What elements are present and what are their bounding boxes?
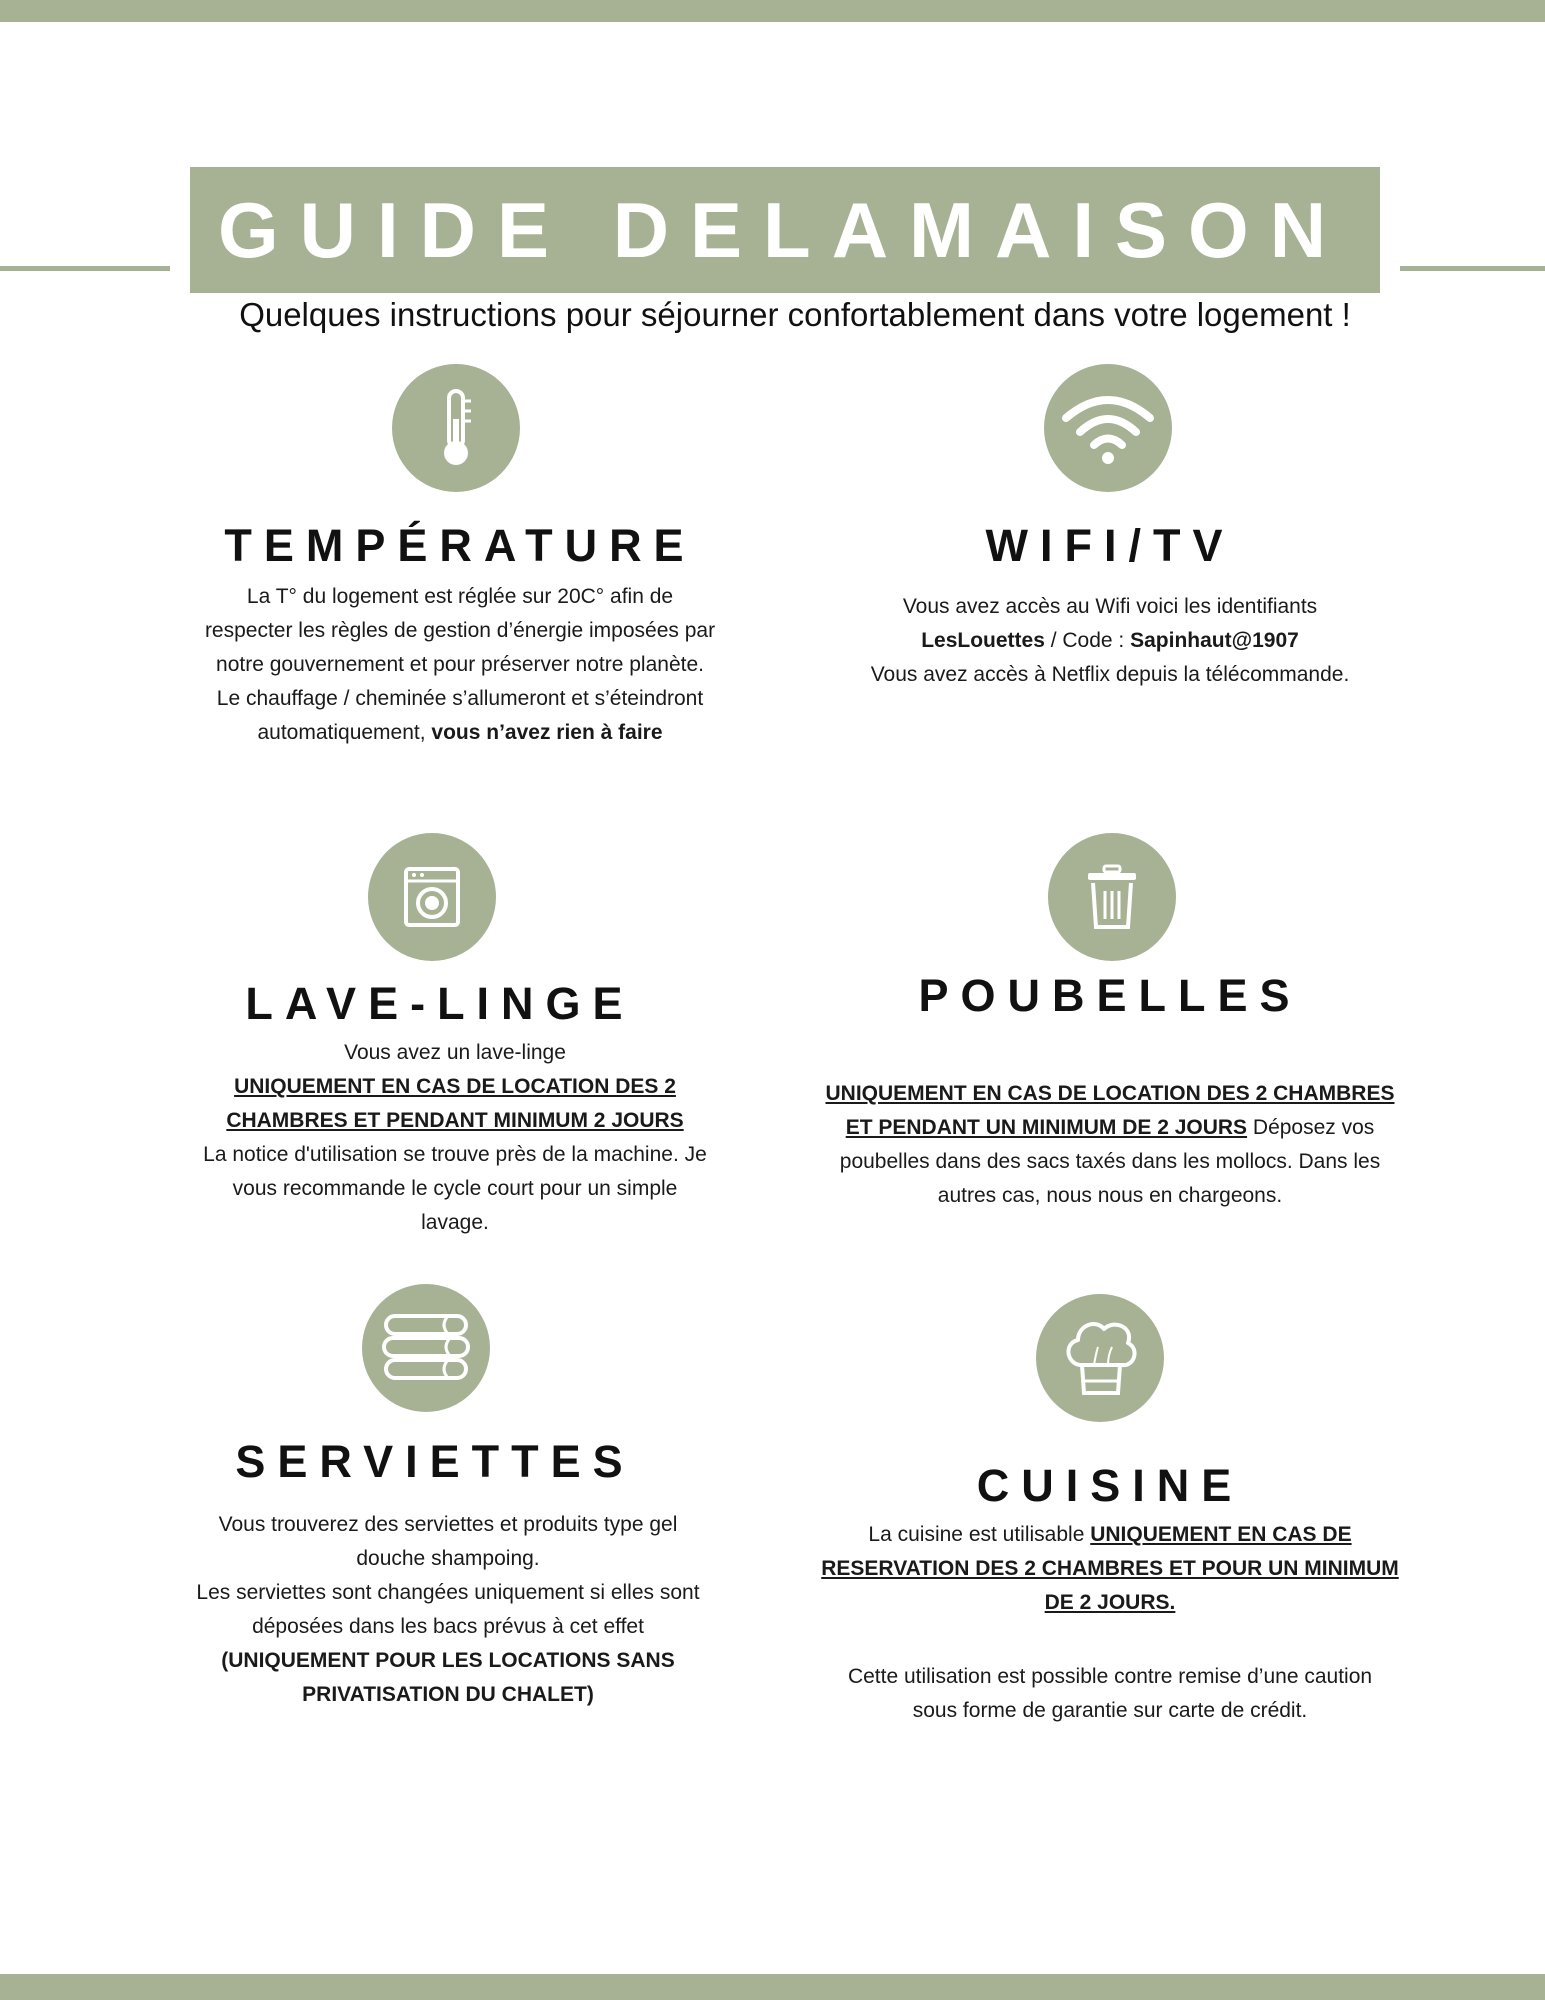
kitchen-spacer xyxy=(800,1620,1420,1660)
washing-machine-icon xyxy=(368,833,496,961)
chef-hat-icon xyxy=(1036,1294,1164,1422)
temperature-line: notre gouvernement et pour préserver notre planète. xyxy=(216,653,704,676)
kitchen-line: sous forme de garantie sur carte de crédit. xyxy=(912,1699,1308,1722)
laundry-line: La notice d'utilisation se trouve près de la machine. Je xyxy=(203,1143,707,1166)
temperature-text xyxy=(160,580,760,750)
thermometer-icon xyxy=(392,364,520,492)
page-subtitle: Quelques instructions pour séjourner confortablement dans votre logement ! xyxy=(239,296,1351,333)
kitchen-line-prefix: La cuisine est utilisable xyxy=(868,1523,1091,1546)
trash-line-underlined-part: ET PENDANT UN MINIMUM DE 2 JOURS xyxy=(845,1116,1248,1139)
trash-heading: POUBELLES xyxy=(918,970,1302,1021)
laundry-line: vous recommande le cycle court pour un simple xyxy=(232,1177,678,1200)
laundry-line-underlined: UNIQUEMENT EN CAS DE LOCATION DES 2 xyxy=(234,1075,676,1098)
towels-line: déposées dans les bacs prévus à cet effet xyxy=(252,1615,644,1638)
laundry-line: Vous avez un lave-linge xyxy=(344,1041,566,1064)
trash-line: autres cas, nous nous en chargeons. xyxy=(937,1184,1283,1207)
bottom-accent-band xyxy=(0,1974,1545,2000)
trash-line: poubelles dans des sacs taxés dans les mollocs. Dans les xyxy=(839,1150,1381,1173)
wifi-text xyxy=(810,590,1410,692)
temperature-line-prefix: automatiquement, xyxy=(257,721,432,744)
temperature-line: La T° du logement est réglée sur 20C° afin de xyxy=(246,585,674,608)
temperature-heading: TEMPÉRATURE xyxy=(224,520,696,571)
wifi-network-name: LesLouettes xyxy=(921,629,1045,652)
kitchen-text xyxy=(800,1518,1420,1728)
wifi-line: Vous avez accès à Netflix depuis la télécommande. xyxy=(870,663,1350,686)
towels-icon xyxy=(362,1284,490,1412)
wifi-code-label: / Code : xyxy=(1044,629,1131,652)
towels-heading: SERVIETTES xyxy=(235,1436,635,1487)
title-rule-right xyxy=(1400,266,1545,271)
title-banner xyxy=(190,167,1380,293)
temperature-line-bold: vous n’avez rien à faire xyxy=(431,721,663,744)
laundry-line-underlined: CHAMBRES ET PENDANT MINIMUM 2 JOURS xyxy=(226,1109,684,1132)
towels-line: Vous trouverez des serviettes et produits type gel xyxy=(218,1513,678,1536)
wifi-credentials xyxy=(810,624,1410,658)
trash-text xyxy=(820,1077,1400,1213)
wifi-code: Sapinhaut@1907 xyxy=(1130,629,1299,652)
towels-line-bold: PRIVATISATION DU CHALET) xyxy=(302,1683,594,1706)
wifi-line: Vous avez accès au Wifi voici les identifiants xyxy=(902,595,1318,618)
kitchen-line-underlined: RESERVATION DES 2 CHAMBRES ET POUR UN MINIMUM xyxy=(821,1557,1399,1580)
temperature-line: respecter les règles de gestion d’énergie imposées par xyxy=(204,619,716,642)
laundry-line: lavage. xyxy=(421,1211,489,1234)
towels-line: Les serviettes sont changées uniquement si elles sont xyxy=(196,1581,700,1604)
trash-line-underlined: UNIQUEMENT EN CAS DE LOCATION DES 2 CHAMBRES xyxy=(825,1082,1395,1105)
laundry-text xyxy=(155,1036,755,1240)
trash-can-icon xyxy=(1048,833,1176,961)
temperature-line xyxy=(160,716,760,750)
title-rule-left xyxy=(0,266,170,271)
towels-line: douche shampoing. xyxy=(356,1547,540,1570)
laundry-heading: LAVE-LINGE xyxy=(245,978,635,1029)
trash-line xyxy=(820,1111,1400,1145)
page-title: GUIDE DELAMAISON xyxy=(218,185,1348,274)
trash-line-rest: Déposez vos xyxy=(1247,1116,1375,1139)
towels-text xyxy=(148,1508,748,1712)
kitchen-line: Cette utilisation est possible contre remise d’une caution xyxy=(847,1665,1373,1688)
wifi-heading: WIFI/TV xyxy=(985,520,1235,571)
kitchen-line-underlined: DE 2 JOURS. xyxy=(1044,1591,1176,1614)
top-accent-band xyxy=(0,0,1545,22)
kitchen-heading: CUISINE xyxy=(976,1460,1244,1511)
temperature-line: Le chauffage / cheminée s’allumeront et s’éteindront xyxy=(216,687,704,710)
towels-line-bold: (UNIQUEMENT POUR LES LOCATIONS SANS xyxy=(221,1649,675,1672)
kitchen-line xyxy=(800,1518,1420,1552)
kitchen-line-underlined-part: UNIQUEMENT EN CAS DE xyxy=(1090,1523,1352,1546)
wifi-icon xyxy=(1044,364,1172,492)
